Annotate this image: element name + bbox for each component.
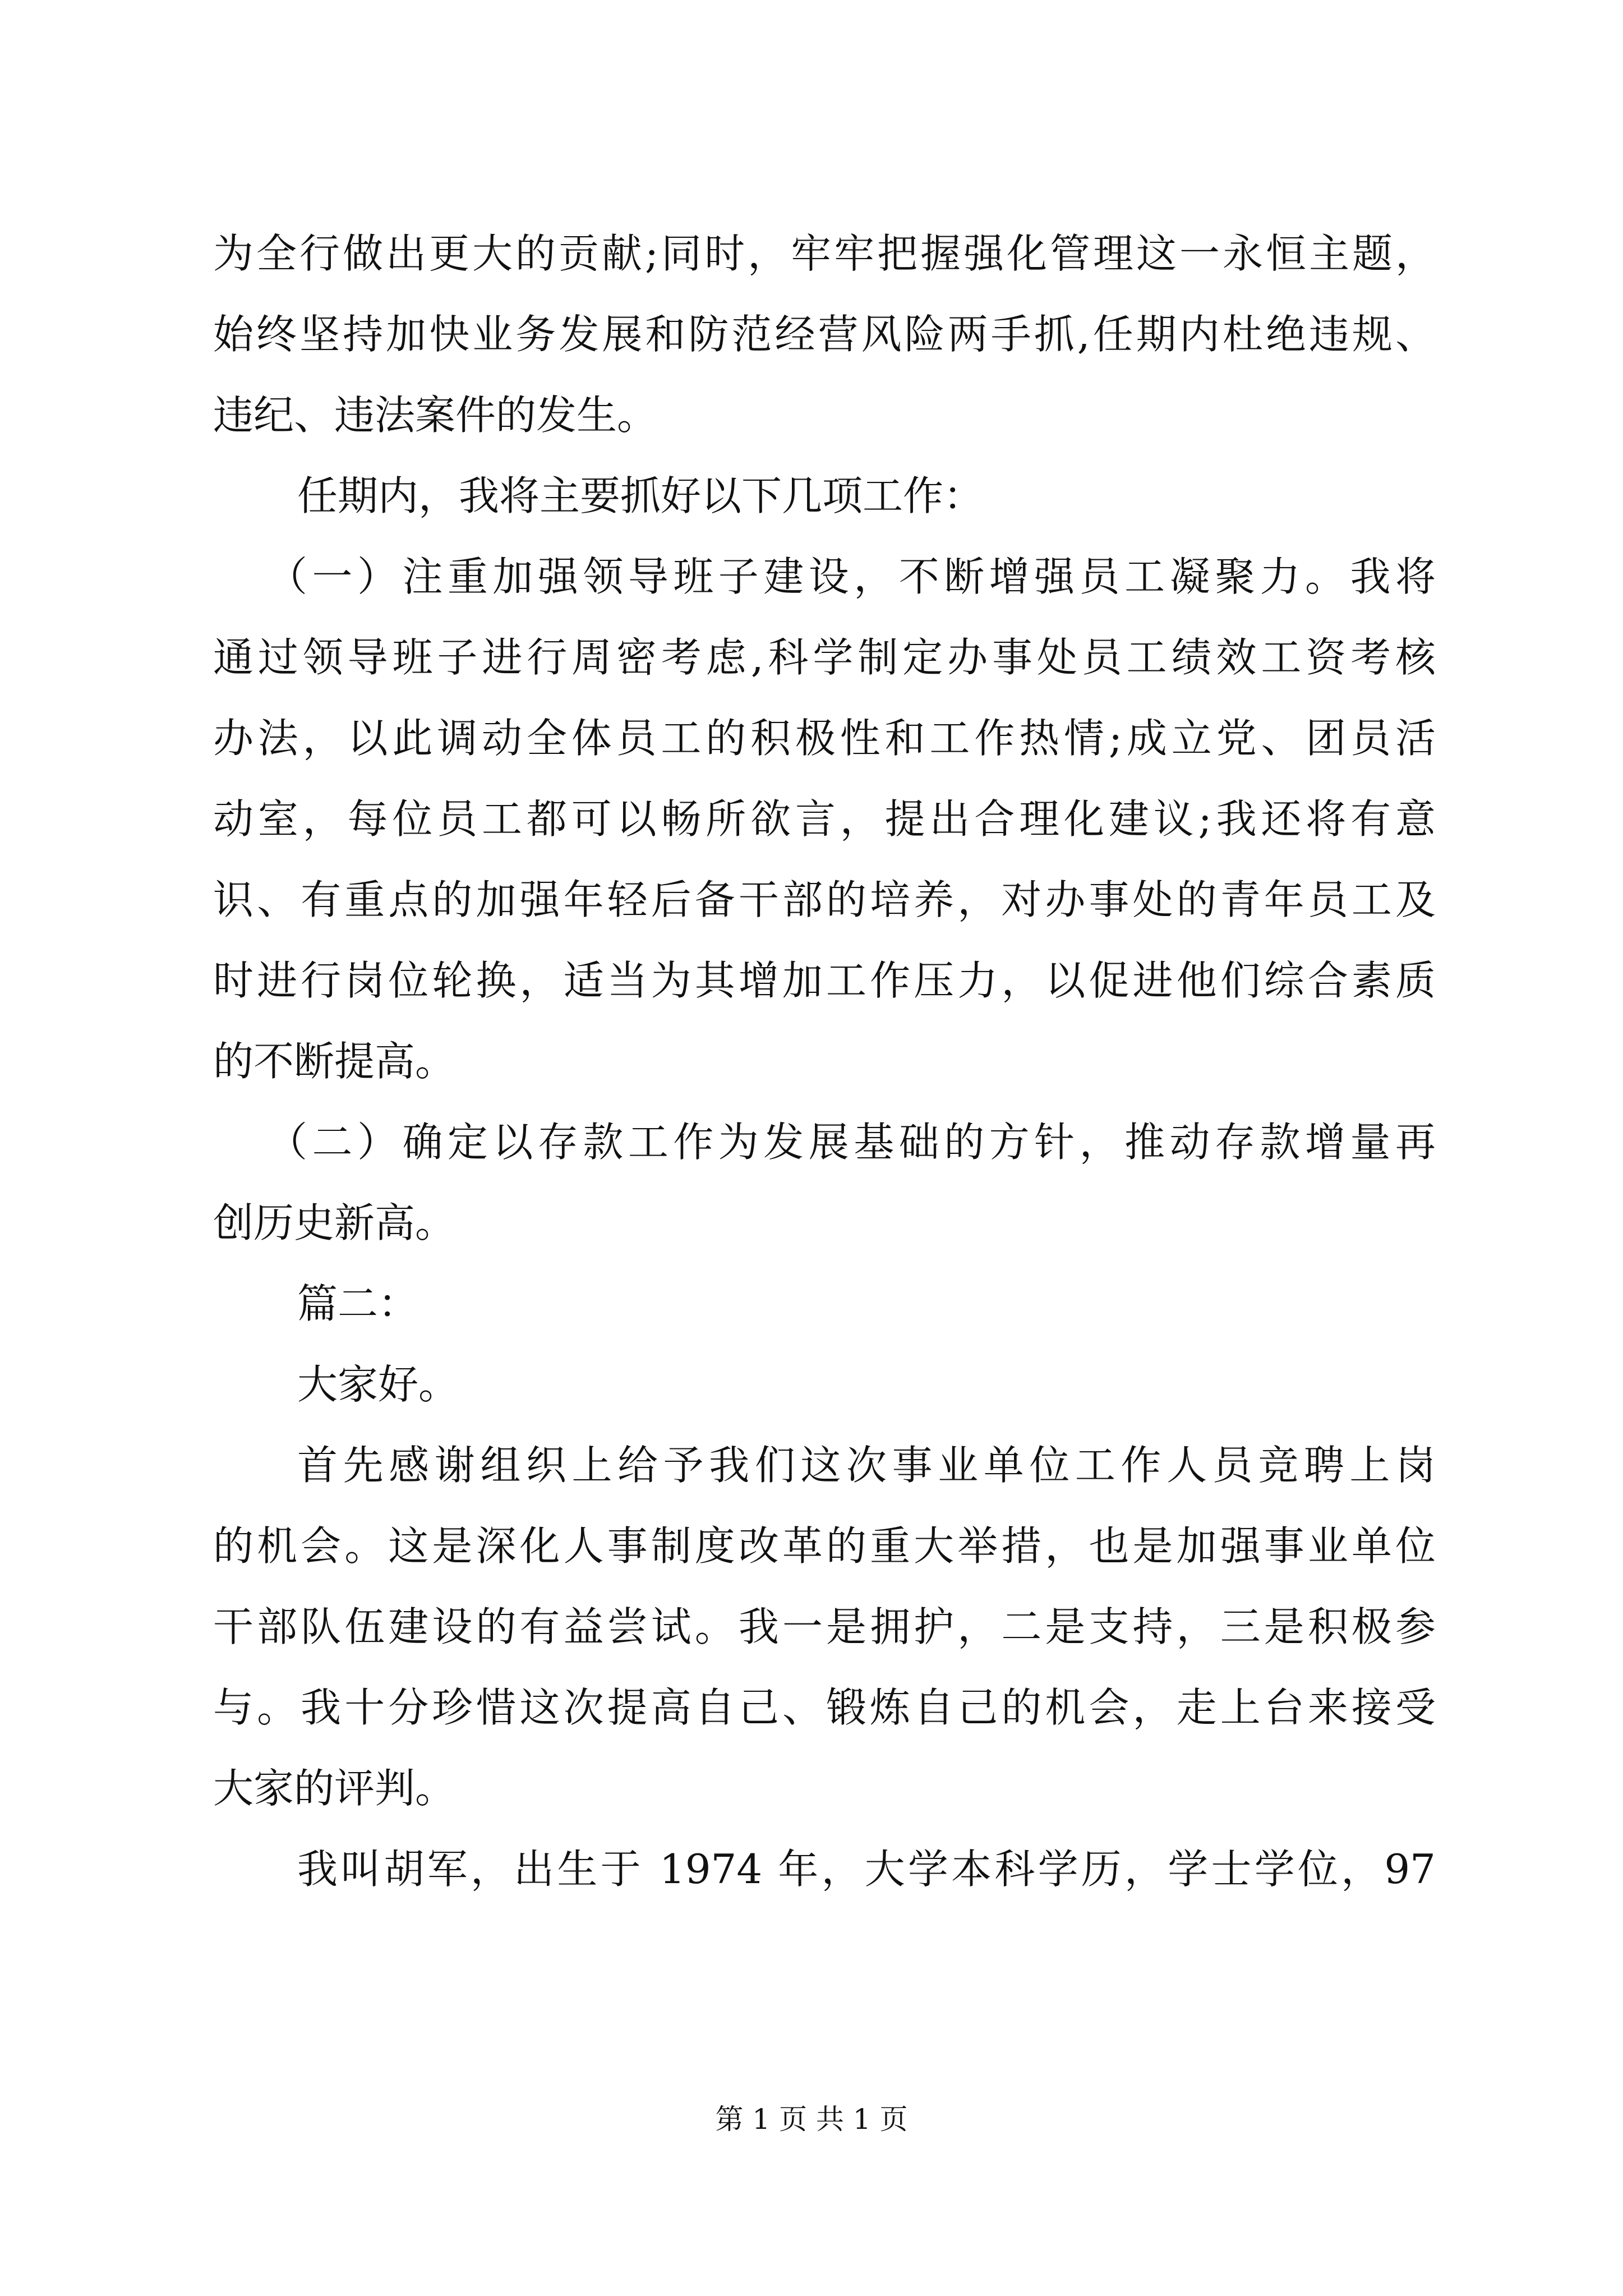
text-line-21: 我叫胡军，出生于 1974 年，大学本科学历，学士学位，97: [297, 1846, 1436, 1893]
text-line-16: 首先感谢组织上给予我们这次事业单位工作人员竞聘上岗: [297, 1442, 1436, 1489]
text-line-18: 干部队伍建设的有益尝试。我一是拥护，二是支持，三是积极参: [213, 1603, 1436, 1650]
text-line-6: 通过领导班子进行周密考虑,科学制定办事处员工绩效工资考核: [213, 634, 1436, 681]
text-line-9: 识、有重点的加强年轻后备干部的培养，对办事处的青年员工及: [213, 876, 1436, 923]
text-line-8: 动室，每位员工都可以畅所欲言，提出合理化建议;我还将有意: [213, 795, 1436, 843]
section-heading: 篇二：: [297, 1280, 419, 1327]
greeting-line: 大家好。: [297, 1361, 459, 1408]
text-line-13: 创历史新高。: [213, 1199, 456, 1246]
text-line-4: 任期内，我将主要抓好以下几项工作：: [297, 472, 984, 519]
text-line-5: （一）注重加强领导班子建设，不断增强员工凝聚力。我将: [267, 553, 1436, 600]
document-body: [213, 213, 1436, 1910]
text-line-20: 大家的评判。: [213, 1765, 456, 1812]
text-line-3: 违纪、违法案件的发生。: [213, 392, 658, 439]
text-line-11: 的不断提高。: [213, 1038, 456, 1085]
text-line-19: 与。我十分珍惜这次提高自己、锻炼自己的机会，走上台来接受: [213, 1684, 1436, 1731]
text-line-10: 时进行岗位轮换，适当为其增加工作压力，以促进他们综合素质: [213, 957, 1436, 1004]
text-line-17: 的机会。这是深化人事制度改革的重大举措，也是加强事业单位: [213, 1522, 1436, 1570]
text-line-7: 办法，以此调动全体员工的积极性和工作热情;成立党、团员活: [213, 715, 1436, 762]
text-line-2: 始终坚持加快业务发展和防范经营风险两手抓,任期内杜绝违规、: [213, 311, 1436, 358]
text-line-1: 为全行做出更大的贡献;同时，牢牢把握强化管理这一永恒主题，: [213, 230, 1436, 277]
page-footer: 第 1 页 共 1 页: [715, 2103, 908, 2136]
text-line-12: （二）确定以存款工作为发展基础的方针，推动存款增量再: [267, 1119, 1436, 1166]
